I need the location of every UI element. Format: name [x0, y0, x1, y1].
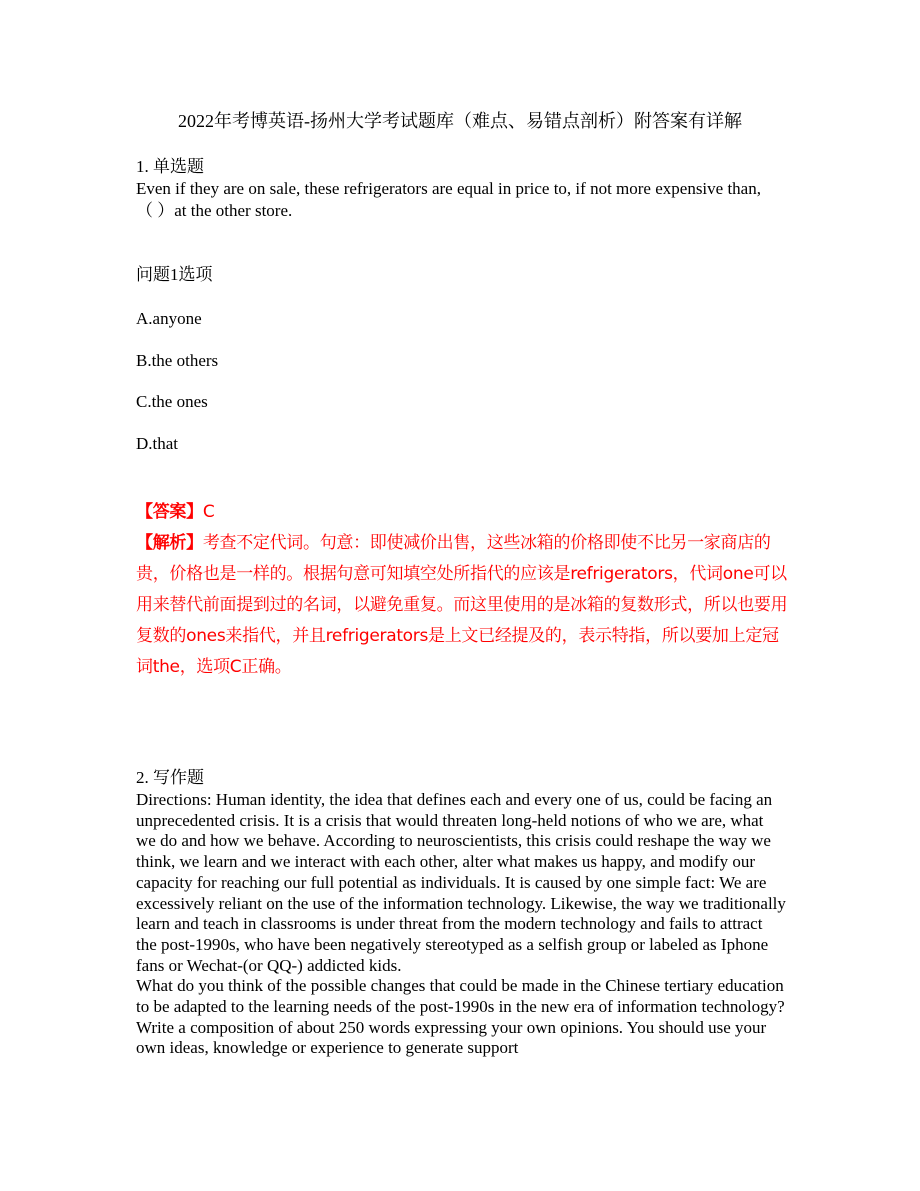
answer-analysis-block	[136, 497, 791, 683]
answer-line	[136, 497, 791, 528]
directions-paragraph-1: Directions: Human identity, the idea that defines each and every one of us, could be facing an unprecedented crisis. It is a crisis that would threaten long-held notions of who we are, what we do and how we behave. According to neuroscientists, this crisis could reshape the way we think, we learn and we interact with each other, alter what makes us happy, and modify our capacity for reaching our full potential as individuals. It is caused by one simple fact: We are excessively reliant on the use of the information technology. Likewise, the way we traditionally learn and teach in classrooms is under threat from the modern technology and fails to attract the post-1990s, who have been negatively stereotyped as a selfish group or labeled as Iphone fans or Wechat-(or QQ-) addicted kids.	[136, 790, 786, 975]
question-1-stem: Even if they are on sale, these refrigerators are equal in price to, if not more expensive than,（ ）at the other store.	[136, 179, 761, 220]
answer-label: 【答案】	[136, 502, 203, 522]
analysis-text: 考查不定代词。句意：即使减价出售，这些冰箱的价格即使不比另一家商店的贵，价格也是一样的。根据句意可知填空处所指代的应该是refrigerators，代词one可以用来替代前面提到过的名词，以避免重复。而这里使用的是冰箱的复数形式，所以也要用复数的ones来指代，并且refrigerators是上文已经提及的，表示特指，所以要加上定冠词the，选项C正确。	[136, 533, 788, 677]
analysis-label: 【解析】	[136, 533, 203, 553]
question-2-heading: 2. 写作题	[136, 768, 204, 787]
document-title: 2022年考博英语-扬州大学考试题库（难点、易错点剖析）附答案有详解	[178, 111, 742, 131]
directions-paragraph-2: What do you think of the possible changes that could be made in the Chinese tertiary education to be adapted to the learning needs of the post-1990s in the new era of information technology? Write a composition of about 250 words expressing your own opinions. You should use your own ideas, knowledge or experience to generate support	[136, 976, 785, 1058]
option-b: B.the others	[136, 351, 219, 370]
option-c: C.the ones	[136, 392, 208, 411]
question-1-heading: 1. 单选题	[136, 157, 204, 176]
answer-value: C	[202, 502, 215, 522]
option-a: A.anyone	[136, 309, 202, 328]
question-1-options-heading: 问题1选项	[136, 265, 213, 284]
analysis-paragraph	[136, 528, 791, 683]
option-d: D.that	[136, 434, 179, 453]
question-2-directions	[136, 790, 786, 1059]
